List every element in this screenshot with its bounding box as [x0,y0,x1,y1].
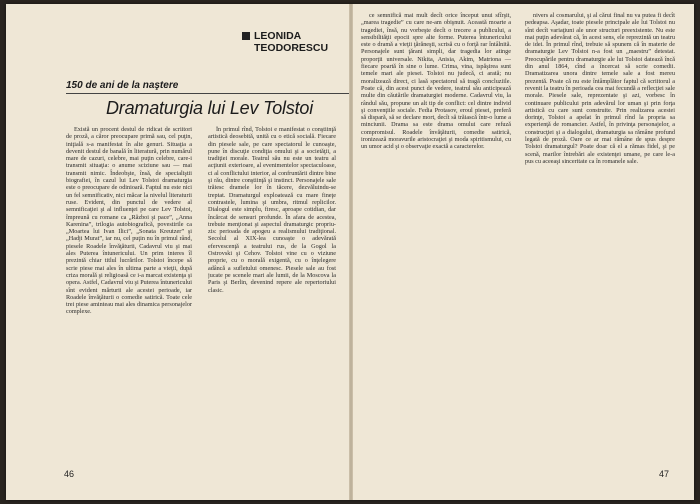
left-column-2 [208,126,336,442]
rubric-rule [66,93,349,94]
author-name: LEONIDA TEODORESCU [254,30,329,54]
rubric-heading: 150 de ani de la naştere [66,80,179,91]
right-column-1 [361,12,511,442]
right-column-2 [525,12,675,442]
book-spread [6,4,694,500]
page-number-right: 47 [659,469,670,479]
page-number-left: 46 [64,469,75,479]
left-column-1-text: Există un procent destul de ridicat de scriitori de proză, a căror preocupare primă sau, cel puţin, iniţială s-a manifestat în alte genuri. Situaţia a devenit destul de banală în literatură, prin numărul mare de cazuri, celebre, mai puţin celebre, care-i transmit situaţia: o anume sciziune sau — mai transmit nimic. Îndeobşte, însă, de specialiştii biografiei, în cazul lui Lev Tolstoi dramaturgia este o preocupare de odinioară. Faptul nu este nici un fel semnificativ, nici măcar la nivelul literaturii ruse. Evident, din punctul de vedere al semnificaţiei şi al influenţei pe care Lev Tolstoi, împreună cu romane ca „Război şi pace”, „Anna Karenina”, trilogia autobiografică, povestirile ca „Moartea lui Ivan Ilici”, „Sonata Kreutzer” şi „Hadji Murat”, iar nu, cel puţin nu în primul rând, piesele Roadele învăţăturii, Cadavrul viu şi mai ales Puterea întunericului. Un prim interes îl prezintă chiar titlul lucrărilor. Tolstoi începe să scrie piese mai ales în ultima parte a vieţii, după criza morală şi religioasă ce i-a marcat existenţa şi opera. Astfel, Cadavrul viu şi Puterea întunericului sînt evident mărturii ale acestei perioade, iar Roadele învăţăturii o comedie satirică. Toate cele trei piese aminteau mai ales dinamica personajelor complexe. [66,126,192,316]
right-column-2-text: nivers al cosmarului, şi al cărui final nu va putea fi decît pedeapsa. Aşadar, toate piesele principale ale lui Tolstoi nu sînt decît variaţiuni ale unor structuri preexistente. Nu este mai puţin adevărat că, în acest sens, ele reprezintă un teatru de idei. În primul rînd, trebuie să spunem că în materie de dramaturgie Lev Tolstoi n-a fost un „maestru” detestat. Preocupările pentru dramaturgie ale lui Tolstoi datează încă din anul 1864, cînd a încercat să scrie comedii. Dramatizarea unora dintre temele sale a fost mereu prezentă. Poate că nu este întâmplător faptul că scriitorul a revenit la teatru în perioada cea mai fecundă a reflecţiei sale morale. Piesele sale, reprezentate şi azi, vorbesc în continuare publicului prin adevărul lor uman şi prin forţa artistică cu care sunt construite. Prin realizarea acestei dorinţe, Tolstoi a apelat în primul rînd la propria sa experienţă de romancier. Astfel, în privinţa personajelor, a construcţiei şi a dialogului, dramaturgia sa rămâne profund legată de proză. Oare ce ar mai rămâne de spus despre Tolstoi dramaturgul? Poate doar că el a rămas fidel, şi pe scenă, marilor întrebări ale existenţei umane, pe care le-a pus cu aceeaşi sinceritate ca în romanele sale. [525,12,675,165]
right-page [353,4,694,500]
right-column-1-text: ce semnifică mai mult decît orice început unui sfîrşit, „marea tragedie” cu care ne-am obişnuit. Această moarte a tragediei, însă, nu vorbeşte decît o trecere a publicului, a sensibilităţii epocii spre alte forme. Puterea întunericului este o dramă a vieţii ţărăneşti, scrisă cu o forţă rar întâlnită. Personajele sunt ţărani simpli, dar tragedia lor atinge proporţii universale. Nikita, Anisia, Akim, Matriona — fiecare poartă în sine o lume. Crima, vina, ispăşirea sunt temele mari ale piesei. Tolstoi nu judecă, ci arată; nu moralizează direct, ci lasă spectatorul să tragă concluziile. Poate că, din acest punct de vedere, teatrul său anticipează multe din căutările dramaturgiei moderne. Cadavrul viu, la rândul său, propune un alt tip de conflict: cel dintre individ şi convenţiile sociale. Fedia Protasov, eroul piesei, preferă să dispară, să se declare mort, decît să trăiască într-o lume a minciunii. Drama sa este drama omului care refuză compromisul. Roadele învăţăturii, comedie satirică, ironizează moravurile aristocraţiei şi moda spiritismului, cu un umor acid şi o observaţie exactă a caracterelor. [361,12,511,151]
left-page [6,4,349,500]
author-marker [242,32,250,40]
article-title: Dramaturgia lui Lev Tolstoi [106,98,314,118]
left-column-1 [66,126,192,442]
left-column-2-text: În primul rînd, Tolstoi e manifestat o conştiinţă artistică deosebită, unită cu o etică socială. Fiecare din piesele sale, pe care spectatorul le cunoaşte, pune în discuţie condiţia omului şi a societăţii, a tradiţiei morale. Teatrul său nu este un teatru al acţiunii exterioare, al evenimentelor spectaculoase, ci al conflictului interior, al confruntării dintre bine şi rău, dintre conştiinţă şi instinct. Personajele sale trăiesc dramele lor în tăcere, dezvăluindu-se treptat. Dramaturgul exploatează cu mare fineţe contrastele, lumina şi umbra, ritmul replicilor. Dialogul este simplu, firesc, aproape cotidian, dar încărcat de sensuri profunde. În afara de acestea, trebuie menţionat şi aspectul dramaturgic propriu-zis: perioada de apogeu a realismului tradiţional. Secolul al XIX-lea cunoaşte o adevărată efervescenţă a teatrului rus, de la Gogol la Ostrovski şi Cehov. Tolstoi vine cu o viziune proprie, cu o morală exigentă, cu o înţelegere adâncă a sufletului omenesc. Piesele sale au fost jucate pe scenele mari ale lumii, de la Moscova la Paris şi Berlin, devenind repere ale repertoriului clasic. [208,126,336,294]
